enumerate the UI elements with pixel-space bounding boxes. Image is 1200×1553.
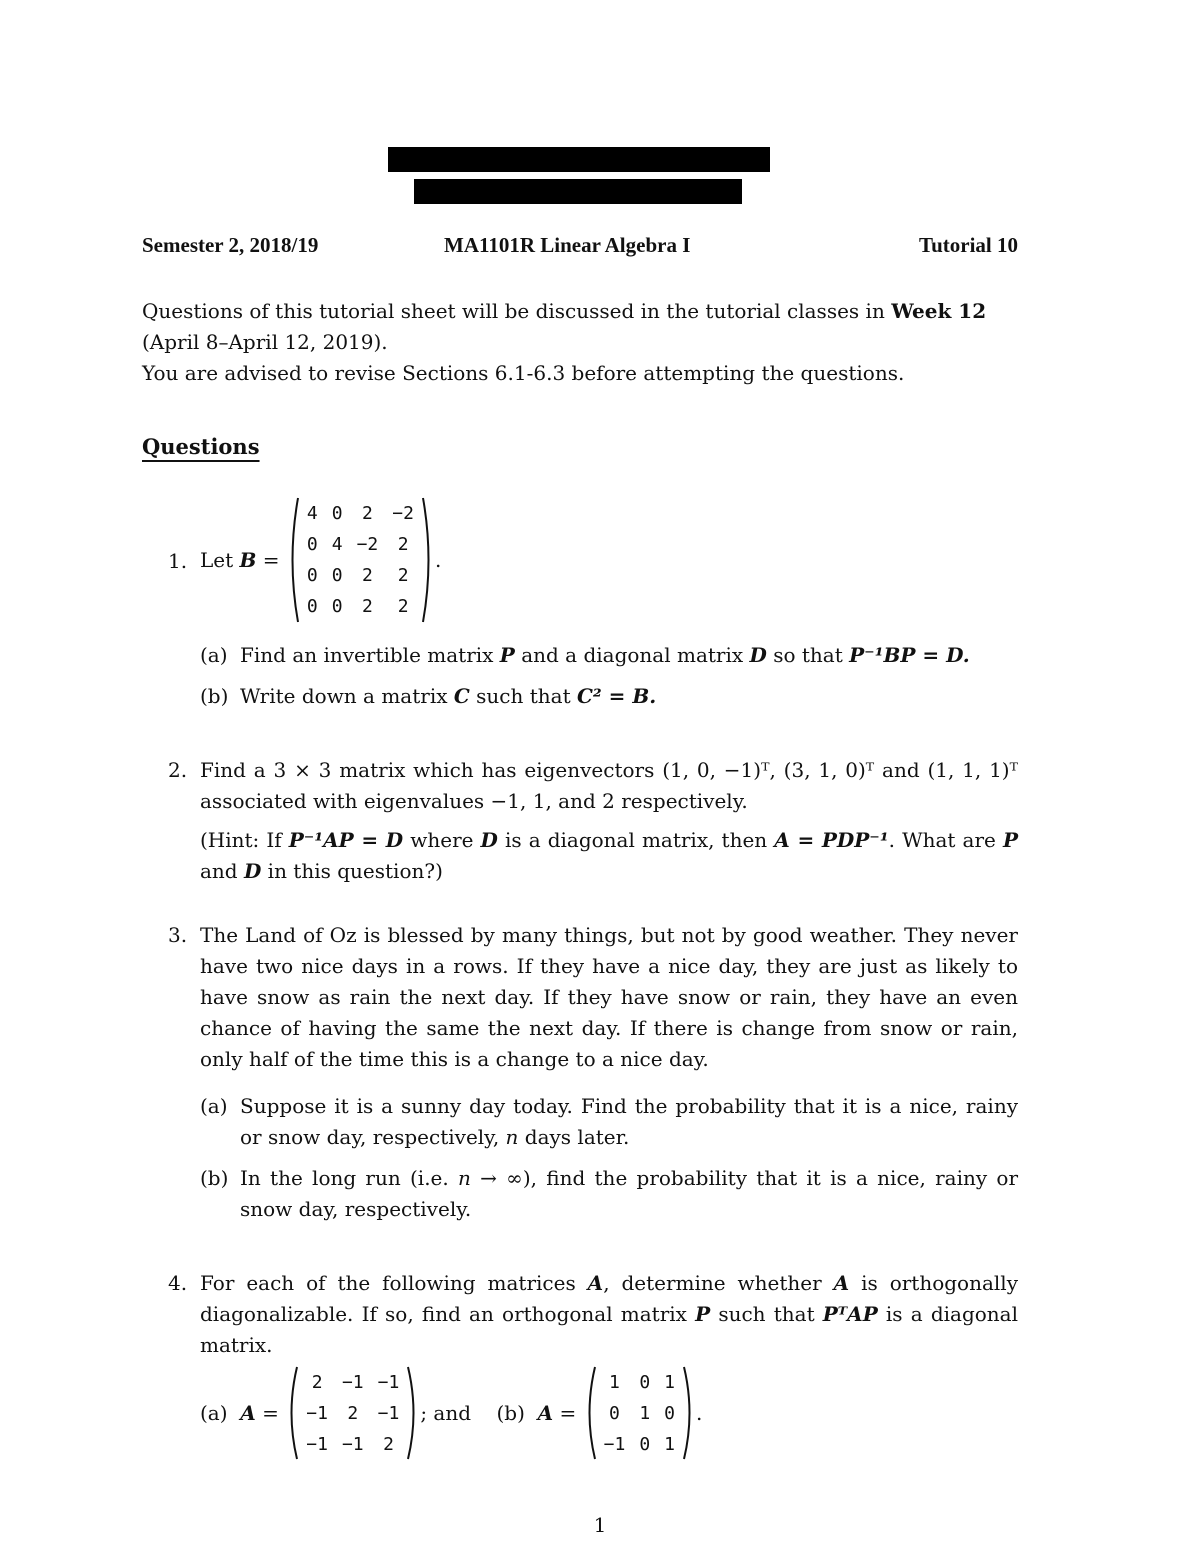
matrix-entry: 4 [306,503,318,524]
matrix-entry: −1 [341,1433,364,1455]
var-n: n [505,1125,519,1149]
matrix-row [299,1367,406,1398]
matrix-entry: −1 [306,1402,328,1424]
var-d: D [749,643,767,667]
matrix-entry: −1 [341,1371,364,1393]
matrix-row [597,1367,682,1398]
question-4-body [200,1268,1018,1461]
q1a-text: so that [766,643,850,667]
matrix-entry: 2 [397,596,409,617]
matrix-row [299,1398,406,1429]
q1b-text: such that [469,684,577,708]
period: . [434,547,442,572]
question-number: 1. [168,549,188,573]
right-paren [421,496,435,624]
right-paren [682,1365,696,1461]
equation: A = PDP⁻¹ [774,828,889,852]
question-1-body [200,496,1018,712]
q1b-text: Write down a matrix [240,684,454,708]
hint-text: (Hint: If [200,828,289,852]
var-a: A [240,1400,256,1425]
matrix-entry: −2 [356,534,379,555]
matrix-entry: 2 [383,1433,394,1455]
matrix-entry: 2 [311,1371,323,1393]
q3b-text: In the long run (i.e. [240,1166,459,1190]
question-number: 4. [168,1271,188,1295]
part-label: (b) [200,684,229,708]
matrix-row [300,498,421,529]
equals-sign: = [255,1400,286,1425]
q4-text-part: is a diagonal matrix. [200,1302,1018,1357]
part-label: (a) [200,1094,228,1118]
matrix-entry: −1 [377,1371,400,1393]
matrix-entry: 0 [639,1371,651,1393]
matrix-entry: 0 [609,1402,620,1424]
part-label: (a) [200,643,228,667]
question-2 [168,755,1018,887]
matrix-a-part-a [285,1365,420,1461]
hint-text: where [403,828,481,852]
matrix-var: B [239,547,257,572]
matrix-row [300,529,421,560]
q1a-text: Find an invertible matrix [240,643,500,667]
equation: PᵀAP [822,1302,878,1326]
var-a: A [833,1271,850,1295]
q2-text: Find a 3 × 3 matrix which has eigenvectors (1, 0, −1)ᵀ, (3, 1, 0)ᵀ and (1, 1, 1)ᵀ associated with eigenvalues −1, 1, and 2 respectively. [200,758,1018,813]
question-number: 3. [168,923,188,947]
q2-hint [200,825,1018,887]
matrix-entry: 0 [306,596,318,617]
hint-text: and [200,859,244,883]
question-2-body [200,755,1018,887]
matrix-entry: 0 [331,503,343,524]
questions-heading: Questions [142,434,260,459]
q4-matrices [200,1365,1018,1461]
q3a-text: Suppose it is a sunny day today. Find the probability that it is a nice, rainy or snow day, respectively, [240,1094,1018,1149]
left-paren [583,1365,597,1461]
var-p: P [1002,828,1018,852]
hint-text: is a diagonal matrix, then [497,828,775,852]
matrix-row [300,560,421,591]
var-d: D [480,828,498,852]
intro-week: Week 12 [891,299,987,323]
question-1 [168,496,1018,712]
matrix-b-table [300,498,421,622]
q1a-text: and a diagonal matrix [514,643,750,667]
matrix-row [299,1429,406,1460]
q3-part-b [200,1163,1019,1225]
q3-part-a [200,1091,1018,1153]
var-p: P [695,1302,711,1326]
matrix-row [597,1429,682,1460]
matrix-entry: 2 [397,534,409,555]
limit-expr: n → ∞ [458,1166,523,1190]
matrix-entry: 2 [362,565,373,586]
matrix-entry: −1 [603,1433,626,1455]
period: . [696,1400,703,1425]
equation: P⁻¹AP = D [288,828,404,852]
q1-part-b [200,681,1018,712]
q4-text-part: such that [710,1302,823,1326]
part-label: (b) [200,1166,229,1190]
var-c: C [453,684,470,708]
matrix-entry: 4 [331,534,343,555]
redacted-block-top [388,147,770,172]
question-3-body [200,920,1018,1225]
intro-line-3: You are advised to revise Sections 6.1-6.3 before attempting the questions. [142,361,905,385]
matrix-entry: 1 [664,1433,675,1455]
matrix-a-table [299,1367,406,1460]
part-label: (a) [200,1400,228,1425]
and-text: ; and [420,1400,472,1425]
let-text: Let [200,547,234,572]
left-paren [285,1365,299,1461]
q1-part-a [200,640,1018,671]
equation: C² = B. [576,684,657,708]
equation: P⁻¹BP = D. [849,643,970,667]
q3-text: The Land of Oz is blessed by many things, but not by good weather. They never have two nice days in a rows. If they have a nice day, they are just as likely to have snow as rain the next day. If they have snow or rain, they have an even chance of having the same the next day. If there is change from snow or rain, only half of the time this is a change to a nice day. [200,923,1018,1071]
matrix-entry: 0 [331,565,343,586]
matrix-entry: 0 [664,1402,675,1424]
matrix-row [300,591,421,622]
matrix-entry: 0 [306,565,318,586]
equals-sign: = [553,1400,583,1425]
matrix-entry: −2 [392,503,414,524]
q4-text [200,1268,1018,1361]
var-p: P [499,643,515,667]
right-paren [406,1365,420,1461]
redacted-block-bottom [414,179,742,204]
matrix-row [597,1398,682,1429]
intro-text: Questions of this tutorial sheet will be discussed in the tutorial classes in [142,299,885,323]
matrix-b [286,496,435,624]
matrix-entry: 2 [347,1402,359,1424]
question-number: 2. [168,758,188,782]
part-label: (b) [496,1400,525,1425]
matrix-a-part-b [583,1365,696,1461]
matrix-entry: −1 [377,1402,400,1424]
matrix-entry: 1 [664,1371,675,1393]
equals-sign: = [256,547,286,572]
question-4 [168,1268,1018,1461]
intro-line-2: (April 8–April 12, 2019). [142,330,388,354]
var-a: A [587,1271,604,1295]
matrix-entry: 0 [639,1433,651,1455]
q3a-text: days later. [518,1125,630,1149]
matrix-entry: −1 [306,1433,328,1455]
hint-text: in this question?) [261,859,443,883]
matrix-entry: 1 [639,1402,651,1424]
semester-label: Semester 2, 2018/19 [142,233,319,257]
var-d: D [243,859,262,883]
tutorial-number: Tutorial 10 [919,233,1018,257]
q4-text-part: For each of the following matrices [200,1271,588,1295]
q3b-text: ), find the probability that it is a nice, rainy or snow day, respectively. [240,1166,1019,1221]
question-3 [168,920,1018,1225]
matrix-entry: 2 [362,503,373,524]
matrix-b-table [597,1367,682,1460]
matrix-entry: 0 [306,534,318,555]
matrix-entry: 0 [331,596,343,617]
intro-paragraph [142,296,1018,389]
hint-text: . What are [888,828,1003,852]
intro-line-1 [142,296,1018,327]
q4-text-part: is orthogonally diagonalizable. If so, find an orthogonal matrix [200,1271,1018,1326]
course-title: MA1101R Linear Algebra I [444,233,691,257]
matrix-entry: 2 [397,565,409,586]
q4-text-part: , determine whether [603,1271,834,1295]
matrix-entry: 1 [609,1371,620,1393]
left-paren [286,496,300,624]
page-number: 1 [593,1513,607,1537]
var-a: A [537,1400,554,1425]
matrix-entry: 2 [362,596,373,617]
matrix-definition [200,496,1018,624]
